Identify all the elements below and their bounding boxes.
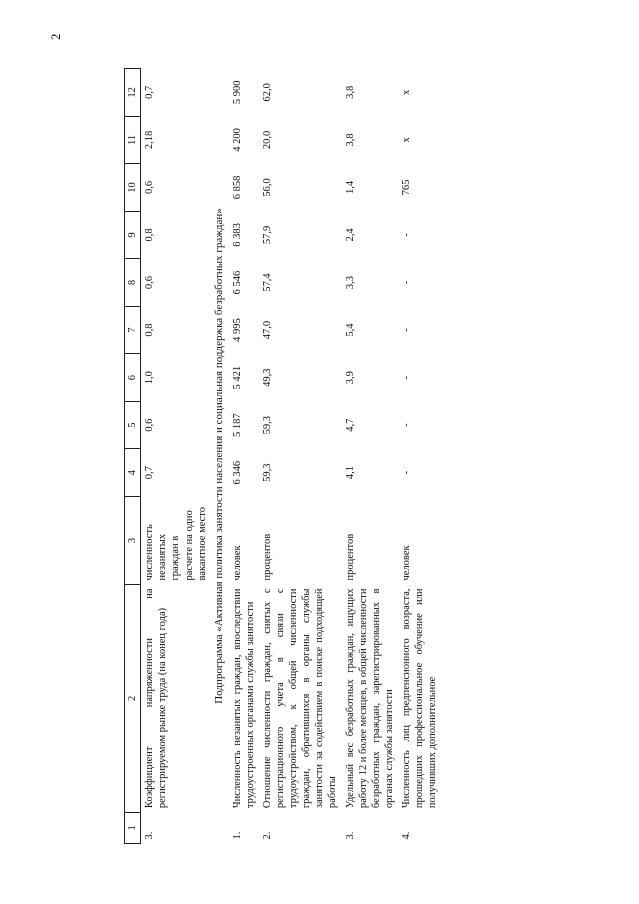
indicators-table [124,68,441,844]
unit-of-measure: процентов [344,533,356,581]
row-number: 2. [261,831,273,840]
value-cell: 6 383 [231,223,243,247]
row-number: 3. [144,831,156,840]
indicator-name: Отношение численности граждан, снятых с регистрационного учета в связи с трудоустройством, к общей численности граждан, обратившихся в органы службы занятости за содействием в поиске подходящей работы [261,588,339,809]
value-cell: 49,3 [261,368,273,387]
value-cell: 6 346 [231,460,243,485]
column-number: 11 [125,116,141,164]
value-cell: 57,9 [261,225,273,245]
value-cell: 0,6 [144,180,156,194]
column-numbers-row [125,69,141,844]
value-cell: 5,4 [344,323,356,337]
column-number: 2 [125,585,141,813]
value-cell: 5 421 [231,365,243,390]
value-cell: - [401,328,412,332]
value-cell: 0,7 [144,466,156,480]
value-cell: 6 546 [231,270,243,295]
value-cell: 765 [401,179,412,196]
rotated-table-canvas [124,68,584,844]
table-row [229,69,259,844]
value-cell: 2,4 [344,228,356,242]
column-number: 9 [125,211,141,259]
value-cell: 0,6 [144,418,156,432]
value-cell: - [401,280,412,285]
indicator-name: Численность лиц предпенсионного возраста, прошедших профессиональное обучение или получивших дополнительное [401,588,439,809]
value-cell: 4,7 [344,418,356,432]
value-cell: 1,0 [144,371,156,385]
subprogram-title: Подпрограмма «Активная политика занятости населения и социальная поддержка безработных граждан» [212,208,225,704]
column-number: 8 [125,259,141,307]
value-cell: 57,4 [261,273,273,292]
unit-of-measure: человек [231,545,243,581]
unit-of-measure: человек [401,545,412,581]
table-row [398,69,441,844]
column-number: 4 [125,449,141,497]
value-cell: 0,6 [144,275,156,290]
value-cell: 62,0 [261,83,273,102]
indicator-name: Численность незанятых граждан, впоследствии трудоустроенных органами службы занятости [231,588,256,809]
value-cell: 3,8 [344,133,356,147]
value-cell: 3,8 [344,85,356,99]
value-cell: 0,8 [144,323,156,337]
value-cell: x [401,89,412,95]
row-number: 1. [231,831,243,840]
table-row [342,69,399,844]
subprogram-row [211,69,229,844]
value-cell: 5 187 [231,413,243,437]
row-number: 4. [401,831,412,840]
page-number: 2 [48,33,63,40]
value-cell: 3,9 [344,371,356,385]
value-cell: - [401,375,412,380]
value-cell: 2,18 [144,130,156,150]
value-cell: 59,3 [261,415,273,435]
value-cell: 56,0 [261,178,273,197]
value-cell: 6 858 [231,175,243,200]
value-cell: 4,1 [344,466,356,480]
value-cell: 0,7 [144,85,156,99]
column-number: 7 [125,306,141,354]
value-cell: 3,3 [344,275,356,290]
value-cell: 20,0 [261,130,273,150]
column-number: 5 [125,401,141,449]
value-cell: 0,8 [144,228,156,242]
value-cell: 1,4 [344,180,356,194]
column-number: 1 [125,812,141,843]
unit-of-measure: численность незанятых граждан в расчете на одно вакантное место [144,507,208,581]
value-cell: - [401,470,412,475]
value-cell: - [401,233,412,237]
value-cell: 59,3 [261,463,273,482]
value-cell: 4 995 [231,318,243,342]
value-cell: x [401,137,412,143]
column-number: 3 [125,496,141,584]
indicator-name: Коэффициент напряженности на регистрируемом рынке труда (на конец года) [144,588,169,809]
column-number: 12 [125,69,141,117]
table-row [141,69,211,844]
value-cell: - [401,423,412,427]
column-number: 10 [125,164,141,212]
indicator-name: Удельный вес безработных граждан, ищущих работу 12 и более месяцев, в общей численности безработных граждан, зарегистрированных в органах службы занятости [344,588,395,809]
column-number: 6 [125,354,141,402]
value-cell: 47,0 [261,320,273,340]
unit-of-measure: процентов [261,533,273,581]
value-cell: 4 200 [231,128,243,152]
table-row [259,69,342,844]
value-cell: 5 900 [231,80,243,105]
row-number: 3. [344,831,356,840]
